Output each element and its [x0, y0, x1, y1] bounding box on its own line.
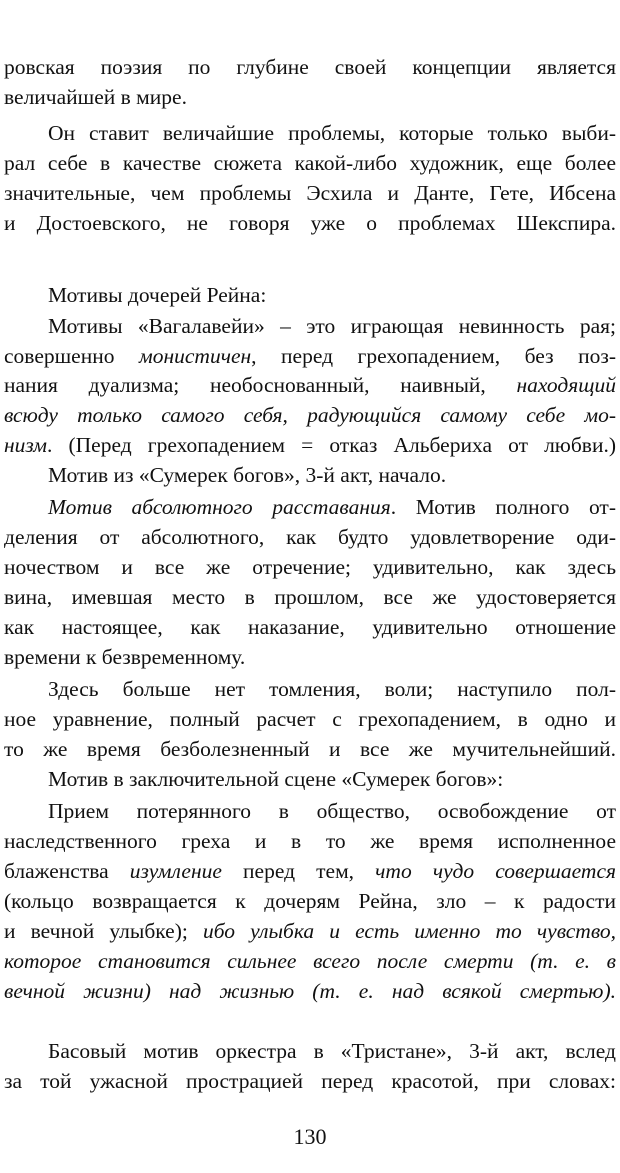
text-line	[4, 946, 616, 976]
text-segment: деления от абсолютного, как будто удовлетворение оди-	[4, 525, 616, 549]
text-line	[48, 1036, 616, 1066]
text-segment: (кольцо возвращается к дочерям Рейна, зло – к радости	[4, 889, 616, 913]
italic-text: монистичен	[138, 344, 252, 368]
text-segment: Здесь больше нет томления, воли; наступило пол-	[48, 677, 616, 701]
text-line	[4, 734, 616, 764]
text-segment: перед тем,	[221, 859, 376, 883]
text-segment: ровская поэзия по глубине своей концепции является	[4, 55, 616, 79]
italic-text: находящий	[516, 373, 616, 397]
text-segment: Мотив из «Сумерек богов», 3-й акт, начало.	[48, 463, 447, 487]
text-segment: Мотивы «Вагалавейи» – это играющая невинность рая;	[48, 314, 616, 338]
text-line	[4, 148, 616, 178]
text-line	[4, 1066, 616, 1096]
text-segment: , перед грехопадением, без поз-	[251, 344, 616, 368]
text-segment: . Мотив полного от-	[390, 495, 616, 519]
text-line	[4, 52, 616, 82]
text-line	[4, 522, 616, 552]
text-segment: блаженства	[4, 859, 130, 883]
text-line	[48, 674, 616, 704]
text-line	[4, 704, 616, 734]
text-line	[4, 612, 616, 642]
text-segment: то же время безболезненный и все же мучительнейший.	[4, 737, 616, 761]
text-line	[4, 826, 616, 856]
italic-text: что чудо совершается	[375, 859, 616, 883]
italic-text: изумление	[129, 859, 222, 883]
text-line	[4, 400, 616, 430]
text-line	[48, 492, 616, 522]
text-line	[4, 370, 616, 400]
italic-text: вечной жизни) над жизнью (т. е. над всякой смертью).	[4, 979, 616, 1003]
text-line	[4, 552, 616, 582]
page-number: 130	[293, 1124, 327, 1149]
text-segment: Мотивы дочерей Рейна:	[48, 283, 267, 307]
text-line	[48, 311, 616, 341]
text-segment: значительные, чем проблемы Эсхила и Данте, Гете, Ибсена	[4, 181, 616, 205]
text-segment: наследственного греха и в то же время исполненное	[4, 829, 616, 853]
text-segment: Басовый мотив оркестра в «Тристане», 3-й акт, вслед	[48, 1039, 616, 1063]
text-line	[4, 208, 616, 238]
text-segment: и вечной улыбке);	[4, 919, 203, 943]
text-segment: времени к безвременному.	[4, 645, 246, 669]
text-segment: рал себе в качестве сюжета какой-либо художник, еще более	[4, 151, 616, 175]
text-segment: Он ставит величайшие проблемы, которые только выби-	[48, 121, 616, 145]
text-segment: нания дуализма; необоснованный, наивный,	[4, 373, 517, 397]
text-line	[4, 886, 616, 916]
text-line	[4, 976, 616, 1006]
text-segment: величайшей в мире.	[4, 85, 187, 109]
italic-text: ибо улыбка и есть именно то чувство,	[202, 919, 616, 943]
italic-text: всюду только самого себя, радующийся самому себе мо-	[4, 403, 616, 427]
text-segment: ное уравнение, полный расчет с грехопадением, в одно и	[4, 707, 616, 731]
text-segment: вина, имевшая место в прошлом, все же удостоверяется	[4, 585, 616, 609]
italic-text: низм	[4, 433, 47, 457]
italic-text: которое становится сильнее всего после смерти (т. е. в	[4, 949, 616, 973]
text-line	[48, 118, 616, 148]
text-segment: Мотив в заключительной сцене «Сумерек богов»:	[48, 767, 504, 791]
italic-text: Мотив абсолютного расставания	[48, 495, 391, 519]
text-segment: совершенно	[4, 344, 139, 368]
text-line	[4, 916, 616, 946]
text-line	[4, 178, 616, 208]
text-segment: как настоящее, как наказание, удивительно отношение	[4, 615, 616, 639]
text-line	[4, 341, 616, 371]
text-line	[4, 642, 616, 672]
text-segment: Прием потерянного в общество, освобождение от	[48, 799, 616, 823]
text-line	[48, 280, 616, 310]
text-segment: . (Перед грехопадением = отказ Альбериха от любви.)	[47, 433, 616, 457]
text-line	[4, 430, 616, 460]
text-line	[4, 82, 616, 112]
text-segment: за той ужасной прострацией перед красотой, при словах:	[4, 1069, 616, 1093]
text-line	[4, 582, 616, 612]
text-segment: ночеством и все же отречение; удивительно, как здесь	[4, 555, 616, 579]
text-line	[48, 460, 616, 490]
text-segment: и Достоевского, не говоря уже о проблемах Шекспира.	[4, 211, 616, 235]
text-line	[48, 764, 616, 794]
text-line	[48, 796, 616, 826]
text-line	[4, 856, 616, 886]
